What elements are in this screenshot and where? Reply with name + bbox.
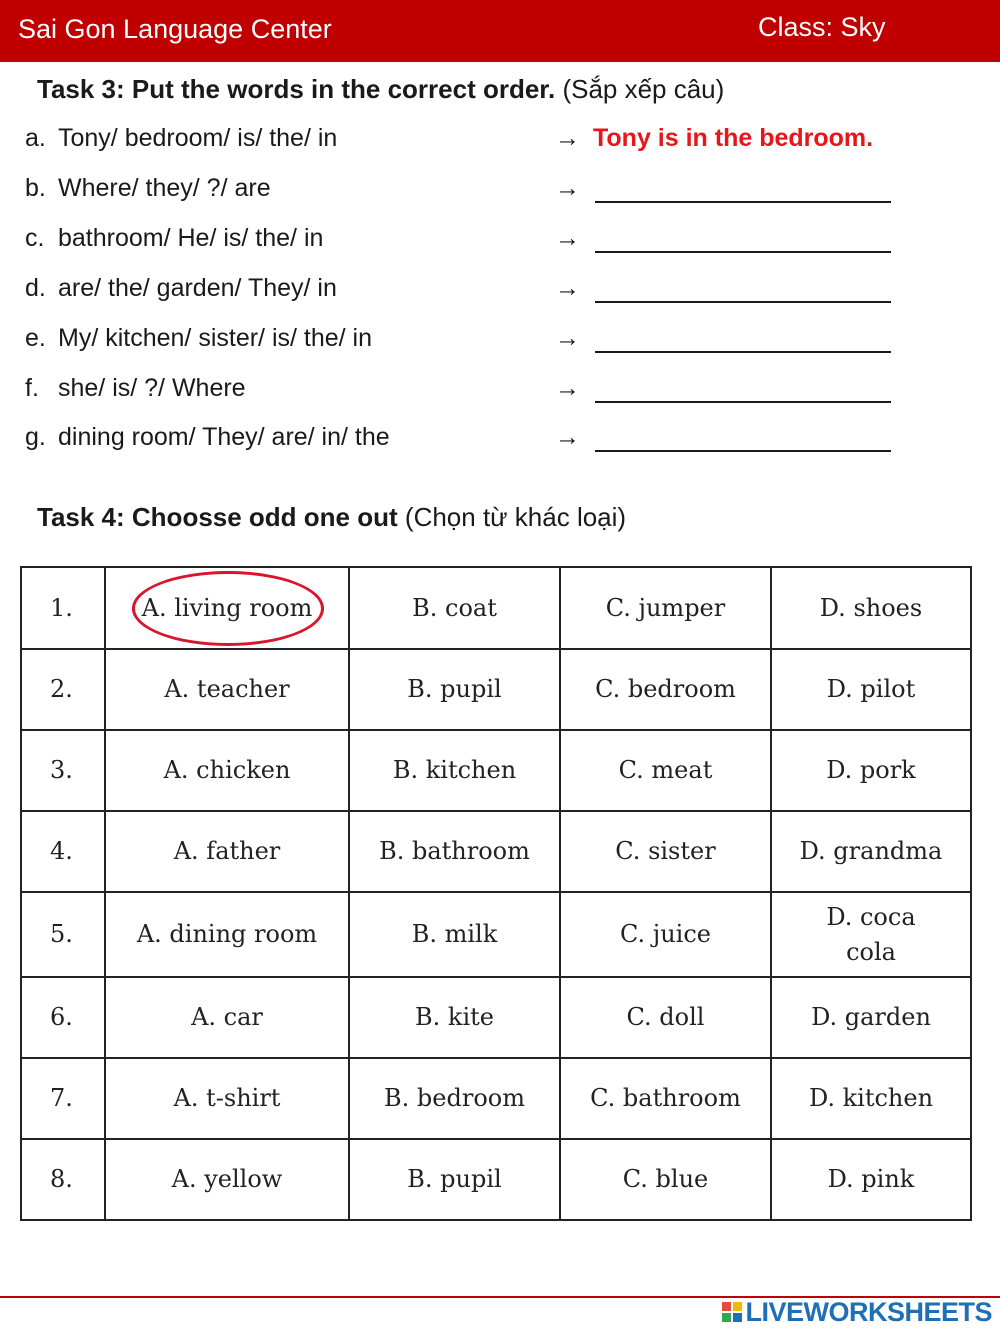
- option-cell[interactable]: [771, 977, 971, 1058]
- answer-blank[interactable]: [595, 251, 891, 253]
- option-cell[interactable]: [349, 1058, 560, 1139]
- right-arrow-icon: →: [555, 124, 580, 152]
- answer-blank[interactable]: [595, 201, 891, 203]
- option-label: D. shoes: [819, 593, 923, 622]
- option-label: B. coat: [412, 593, 497, 622]
- task3-item: [25, 324, 985, 358]
- right-arrow-icon: →: [555, 374, 580, 402]
- option-label: B. kite: [415, 1003, 494, 1031]
- option-label: A. chicken: [163, 756, 291, 784]
- answer-blank[interactable]: [595, 450, 891, 452]
- task3-title: [37, 74, 724, 105]
- task3-item: [25, 174, 985, 208]
- option-label: B. milk: [411, 920, 498, 948]
- option-label: D. grandma: [799, 837, 943, 865]
- option-label: B. pupil: [407, 675, 502, 703]
- answer-blank[interactable]: [595, 301, 891, 303]
- task3-item: [25, 274, 985, 308]
- task3-title-note: (Sắp xếp câu): [562, 74, 725, 104]
- page-header: [0, 0, 1000, 62]
- option-label: A. car: [191, 1003, 263, 1031]
- option-cell[interactable]: [105, 811, 349, 892]
- right-arrow-icon: →: [555, 274, 580, 302]
- task3-item: [25, 423, 985, 457]
- selected-option: A. living room: [142, 591, 313, 626]
- item-letter: a.: [25, 124, 46, 152]
- option-cell[interactable]: [105, 730, 349, 811]
- option-label: C. jumper: [605, 593, 726, 622]
- option-label: C. meat: [618, 756, 713, 784]
- table-row: [21, 567, 971, 649]
- right-arrow-icon: →: [555, 324, 580, 352]
- row-number: 1.: [21, 567, 105, 649]
- right-arrow-icon: →: [555, 174, 580, 202]
- scrambled-words: Tony/ bedroom/ is/ the/ in: [58, 124, 338, 152]
- option-label: A. dining room: [136, 920, 318, 948]
- option-cell[interactable]: [105, 977, 349, 1058]
- option-label: A. t-shirt: [173, 1084, 281, 1112]
- option-cell[interactable]: [771, 649, 971, 730]
- option-label: B. pupil: [407, 1165, 502, 1193]
- class-label: Class: Sky: [758, 12, 886, 42]
- row-number: 6.: [21, 977, 105, 1058]
- school-name: Sai Gon Language Center: [18, 14, 332, 44]
- task3-item: [25, 124, 985, 158]
- option-cell[interactable]: [349, 1139, 560, 1220]
- option-label: C. doll: [626, 1003, 705, 1031]
- option-label: C. bathroom: [590, 1084, 741, 1112]
- scrambled-words: bathroom/ He/ is/ the/ in: [58, 224, 324, 252]
- option-cell[interactable]: [105, 1139, 349, 1220]
- item-letter: c.: [25, 224, 45, 252]
- scrambled-words: My/ kitchen/ sister/ is/ the/ in: [58, 324, 372, 352]
- table-row: [21, 811, 971, 892]
- option-cell[interactable]: [560, 649, 771, 730]
- table-row: [21, 1139, 971, 1220]
- option-label: D. garden: [811, 1003, 931, 1031]
- option-label: C. blue: [622, 1165, 709, 1193]
- option-label: C. juice: [620, 920, 711, 948]
- answer-blank[interactable]: [595, 351, 891, 353]
- row-number: 7.: [21, 1058, 105, 1139]
- option-cell[interactable]: [105, 1058, 349, 1139]
- row-number: 8.: [21, 1139, 105, 1220]
- scrambled-words: she/ is/ ?/ Where: [58, 374, 246, 402]
- option-cell[interactable]: [349, 892, 560, 977]
- answer-blank[interactable]: [595, 401, 891, 403]
- option-cell[interactable]: [349, 730, 560, 811]
- row-number: 4.: [21, 811, 105, 892]
- task3-item: [25, 374, 985, 408]
- option-cell[interactable]: [560, 1139, 771, 1220]
- table-row: [21, 730, 971, 811]
- option-label: A. teacher: [164, 675, 290, 703]
- option-label: D. coca cola: [826, 902, 916, 966]
- row-number: 3.: [21, 730, 105, 811]
- table-row: [21, 977, 971, 1058]
- option-cell[interactable]: [105, 892, 349, 977]
- table-row: [21, 1058, 971, 1139]
- logo-text: LIVEWORKSHEETS: [745, 1296, 992, 1327]
- option-cell[interactable]: [771, 1139, 971, 1220]
- option-label: D. kitchen: [808, 1084, 934, 1112]
- task4-title-note: (Chọn từ khác loại): [404, 502, 627, 532]
- option-label: D. pork: [826, 756, 916, 784]
- option-cell[interactable]: [105, 649, 349, 730]
- item-letter: b.: [25, 174, 46, 202]
- option-label: A. yellow: [171, 1165, 283, 1193]
- right-arrow-icon: →: [555, 423, 580, 451]
- item-letter: g.: [25, 423, 46, 451]
- table-row: [21, 649, 971, 730]
- option-cell[interactable]: [349, 649, 560, 730]
- option-cell[interactable]: [560, 567, 771, 649]
- liveworksheets-logo: [722, 1296, 992, 1328]
- task4-title-bold: Task 4: Choosse odd one out: [37, 502, 398, 532]
- option-label: D. pink: [827, 1165, 915, 1193]
- item-letter: f.: [25, 374, 39, 402]
- option-label: C. bedroom: [595, 675, 736, 703]
- option-label: A. father: [173, 837, 281, 865]
- scrambled-words: are/ the/ garden/ They/ in: [58, 274, 337, 302]
- option-cell[interactable]: [560, 977, 771, 1058]
- option-label: B. bedroom: [384, 1084, 525, 1112]
- logo-mark-icon: [722, 1302, 742, 1322]
- option-cell[interactable]: [771, 567, 971, 649]
- option-cell[interactable]: [771, 892, 971, 977]
- option-cell[interactable]: [560, 892, 771, 977]
- option-cell[interactable]: [105, 567, 349, 649]
- option-cell[interactable]: [560, 730, 771, 811]
- option-cell[interactable]: [771, 811, 971, 892]
- option-cell[interactable]: [560, 811, 771, 892]
- task3-title-bold: Task 3: Put the words in the correct order.: [37, 74, 556, 104]
- task4-title: [37, 502, 626, 533]
- odd-one-out-table: [20, 566, 972, 1221]
- option-label: B. bathroom: [379, 837, 530, 865]
- option-label: B. kitchen: [392, 756, 517, 784]
- example-answer: Tony is in the bedroom.: [593, 124, 874, 152]
- item-letter: d.: [25, 274, 46, 302]
- task3-item: [25, 224, 985, 258]
- option-label: D. pilot: [826, 675, 916, 703]
- row-number: 5.: [21, 892, 105, 977]
- option-label: C. sister: [615, 837, 716, 865]
- option-cell[interactable]: [349, 977, 560, 1058]
- scrambled-words: dining room/ They/ are/ in/ the: [58, 423, 390, 451]
- scrambled-words: Where/ they/ ?/ are: [58, 174, 271, 202]
- option-cell[interactable]: [349, 567, 560, 649]
- option-cell[interactable]: [349, 811, 560, 892]
- right-arrow-icon: →: [555, 224, 580, 252]
- option-cell[interactable]: [771, 1058, 971, 1139]
- row-number: 2.: [21, 649, 105, 730]
- option-cell[interactable]: [560, 1058, 771, 1139]
- option-cell[interactable]: [771, 730, 971, 811]
- item-letter: e.: [25, 324, 46, 352]
- table-row: [21, 892, 971, 977]
